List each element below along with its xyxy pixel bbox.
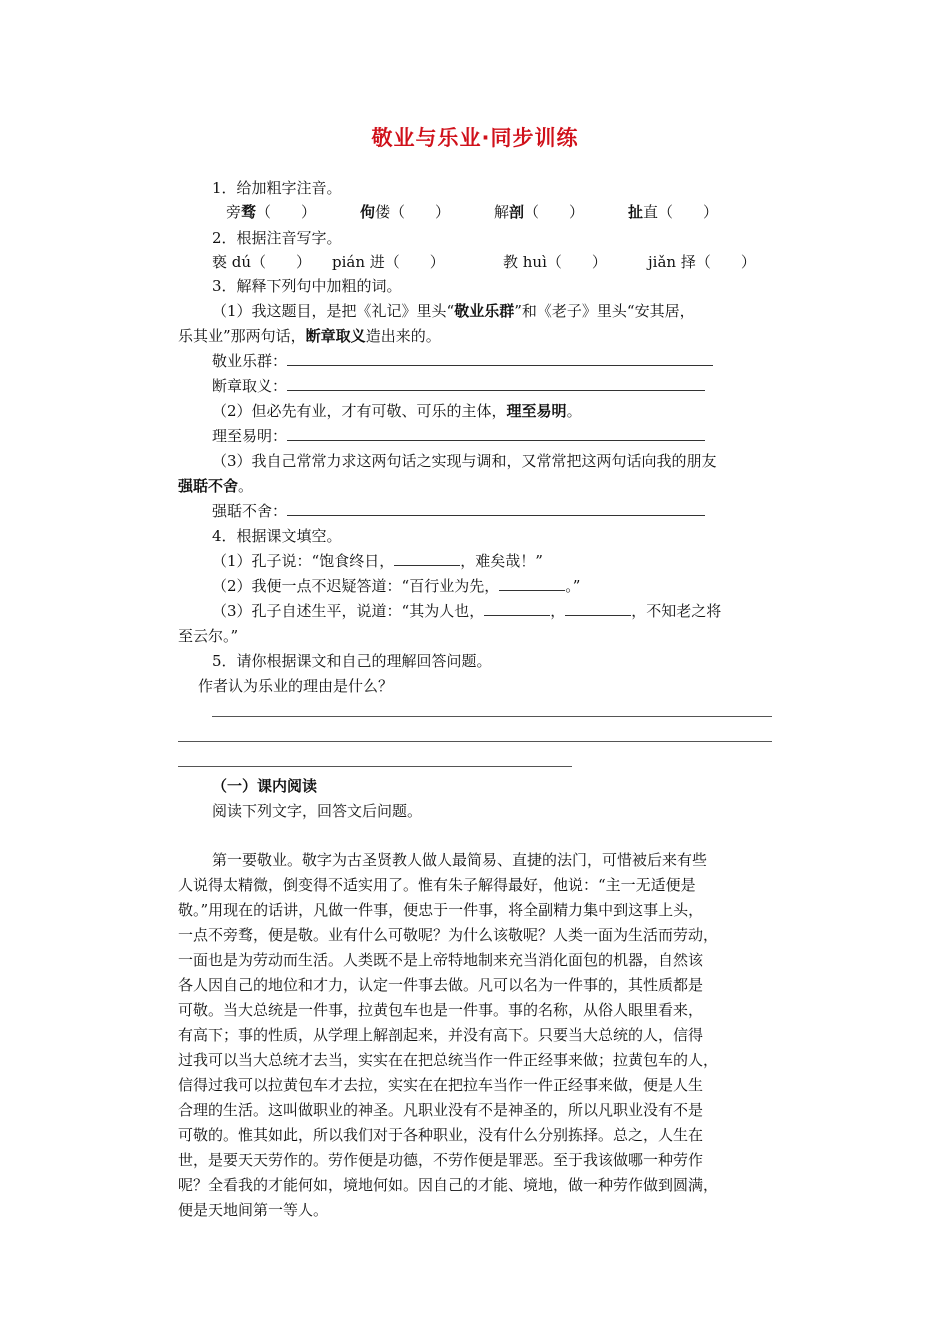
- answer-line-duanzhang-quyi: 断章取义：: [212, 374, 705, 398]
- answer-rule[interactable]: [178, 766, 572, 767]
- passage-line: 一面也是为劳动而生活。人类既不是上帝特地制来充当消化面包的机器，自然该: [178, 951, 704, 969]
- passage-line: 合理的生活。这叫做职业的神圣。凡职业没有不是神圣的，所以凡职业没有不是: [178, 1101, 704, 1119]
- q3-sentence-3: （3）我自己常常力求这两句话之实现与调和，又常常把这两句话向我的朋友: [212, 452, 717, 470]
- q3-sentence-2: （2）但必先有业，才有可敬、可乐的主体，理至易明。: [212, 402, 582, 420]
- q1-item: 解剖（ ）: [494, 203, 585, 221]
- q1-item: 佝偻（ ）: [360, 203, 451, 221]
- passage-line: 有高下；事的性质，从学理上解剖起来，并没有高下。只要当大总统的人，信得: [178, 1026, 704, 1044]
- passage-line: 人说得太精微，倒变得不适实用了。惟有朱子解得最好，他说：“主一无适便是: [178, 876, 696, 894]
- passage-line: 可敬的。惟其如此，所以我们对于各种职业，没有什么分别拣择。总之，人生在: [178, 1126, 704, 1144]
- q4-prompt: 4．根据课文填空。: [212, 527, 342, 545]
- q2-item: pián 进（ ）: [332, 253, 445, 271]
- answer-blank[interactable]: [287, 374, 705, 391]
- fill-blank[interactable]: [394, 549, 460, 566]
- answer-blank[interactable]: [287, 424, 705, 441]
- answer-line-qiangguo-bushe: 强聒不舍：: [212, 499, 705, 523]
- q2-prompt: 2．根据注音写字。: [212, 229, 342, 247]
- fill-blank[interactable]: [499, 574, 565, 591]
- reading-instruction: 阅读下列文字，回答文后问题。: [212, 802, 423, 820]
- q1-item: 旁骛（ ）: [226, 203, 317, 221]
- q2-item: jiǎn 择（ ）: [648, 253, 756, 271]
- q1-prompt: 1．给加粗字注音。: [212, 179, 342, 197]
- q5-question: 作者认为乐业的理由是什么？: [198, 677, 394, 695]
- fill-blank[interactable]: [565, 599, 631, 616]
- passage-line: 可敬。当大总统是一件事，拉黄包车也是一件事。事的名称，从俗人眼里看来，: [178, 1001, 704, 1019]
- passage-line: 第一要敬业。敬字为古圣贤教人做人最简易、直捷的法门，可惜被后来有些: [212, 851, 708, 869]
- passage-line: 呢？全看我的才能何如，境地何如。因自己的才能、境地，做一种劳作做到圆满，: [178, 1176, 719, 1194]
- q4-line-1: （1）孔子说：“饱食终日， ，难矣哉！”: [212, 549, 543, 573]
- answer-blank[interactable]: [287, 499, 705, 516]
- passage-line: 信得过我可以拉黄包车才去拉，实实在在把拉车当作一件正经事来做，便是人生: [178, 1076, 704, 1094]
- passage-line: 一点不旁骛，便是敬。业有什么可敬呢？为什么该敬呢？人类一面为生活而劳动，: [178, 926, 719, 944]
- q1-item: 扯直（ ）: [628, 203, 719, 221]
- answer-blank[interactable]: [287, 349, 713, 366]
- answer-line-lizhi-yiming: 理至易明：: [212, 424, 705, 448]
- q3-sentence-3-cont: 强聒不舍。: [178, 477, 254, 495]
- passage-line: 敬。”用现在的话讲，凡做一件事，便忠于一件事，将全副精力集中到这事上头，: [178, 901, 704, 919]
- answer-rule[interactable]: [212, 716, 772, 717]
- passage-line: 过我可以当大总统才去当，实实在在把总统当作一件正经事来做；拉黄包车的人，: [178, 1051, 719, 1069]
- fill-blank[interactable]: [484, 599, 550, 616]
- answer-rule[interactable]: [178, 741, 772, 742]
- q5-prompt: 5．请你根据课文和自己的理解回答问题。: [212, 652, 492, 670]
- q3-prompt: 3．解释下列句中加粗的词。: [212, 277, 402, 295]
- passage-line: 世，是要天天劳作的。劳作便是功德，不劳作便是罪恶。至于我该做哪一种劳作: [178, 1151, 704, 1169]
- q2-item: 亵 dú（ ）: [212, 253, 312, 271]
- q4-line-3: （3）孔子自述生平，说道：“其为人也， ， ，不知老之将: [212, 599, 721, 623]
- passage-line: 便是天地间第一等人。: [178, 1201, 329, 1219]
- answer-line-jingye-lequn: 敬业乐群：: [212, 349, 713, 373]
- q3-sentence-1: （1）我这题目，是把《礼记》里头“敬业乐群”和《老子》里头“安其居，: [212, 302, 695, 320]
- q2-item: 教 huì（ ）: [503, 253, 607, 271]
- page-title: 敬业与乐业·同步训练: [371, 126, 579, 150]
- q4-line-3-cont: 至云尔。”: [178, 627, 239, 645]
- section-heading: （一）课内阅读: [212, 777, 318, 795]
- q3-sentence-1-cont: 乐其业”那两句话，断章取义造出来的。: [178, 327, 441, 345]
- q4-line-2: （2）我便一点不迟疑答道：“百行业为先， 。”: [212, 574, 580, 598]
- passage-line: 各人因自己的地位和才力，认定一件事去做。凡可以名为一件事的，其性质都是: [178, 976, 704, 994]
